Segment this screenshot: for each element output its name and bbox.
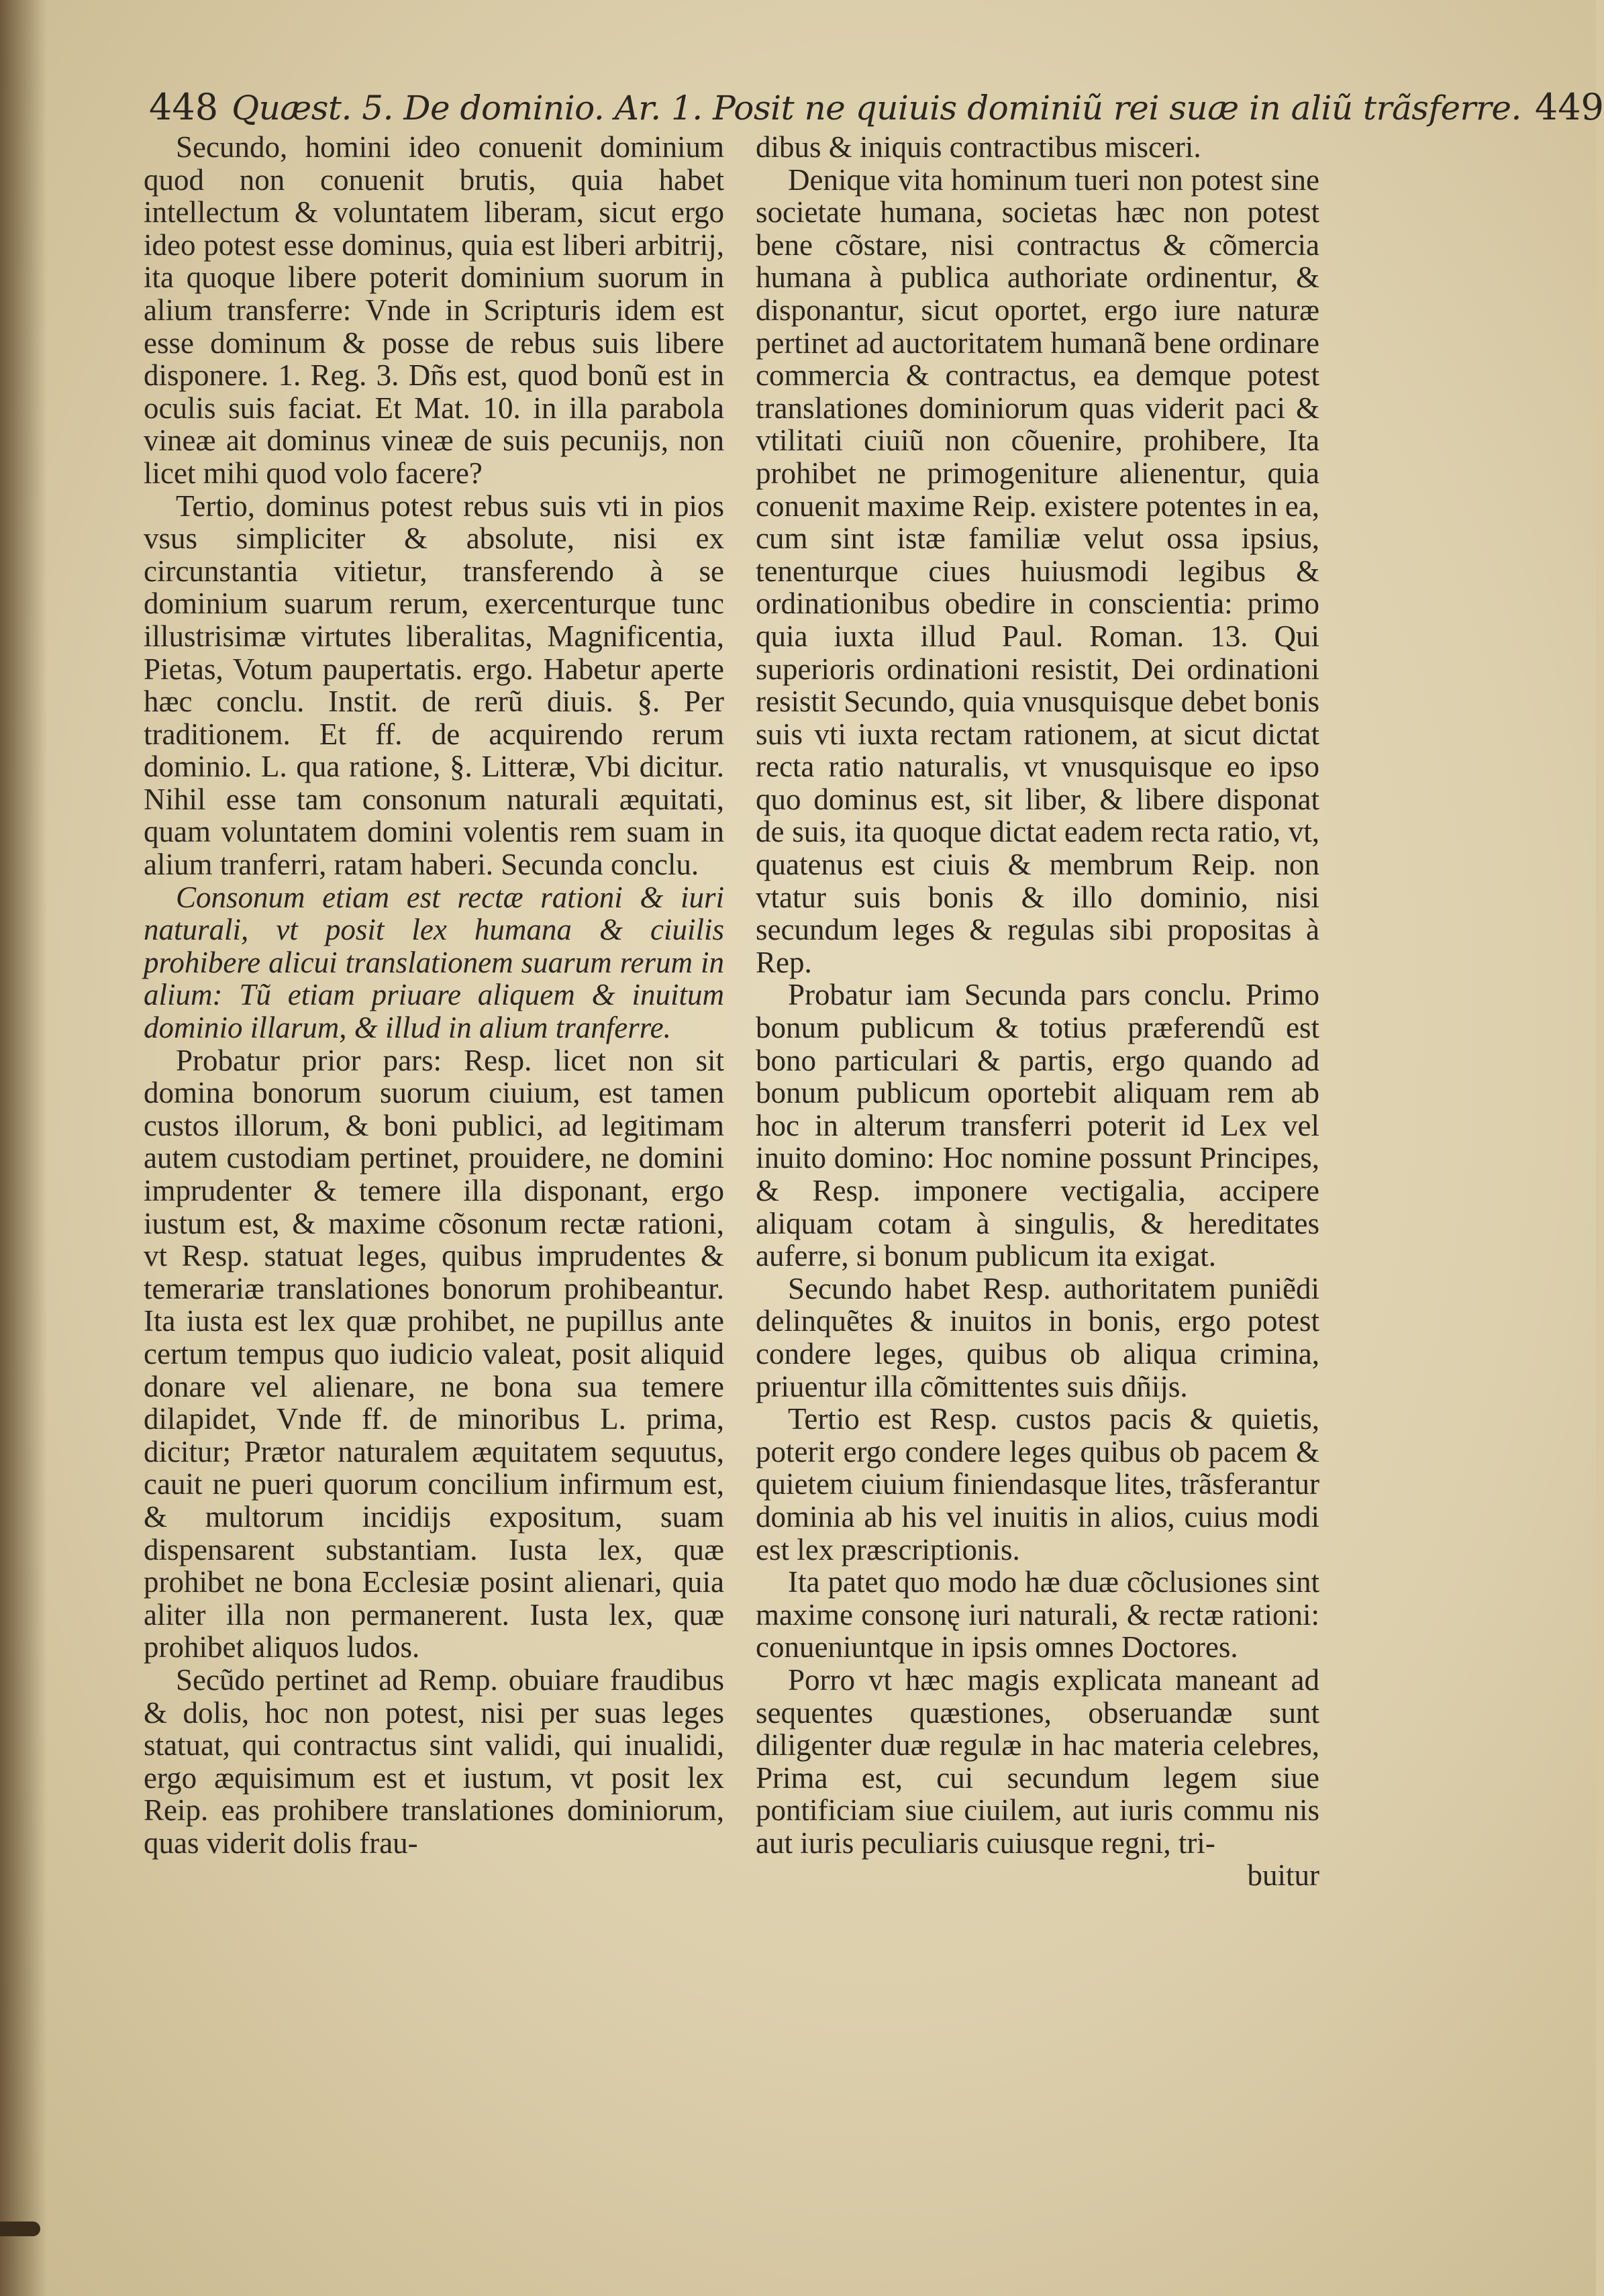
paragraph: Secundo habet Resp. authoritatem puniẽdi delinquẽtes & inuitos in bonis, ergo potest condere leges, quibus ob aliqua crimina, priuentur illa cõmittentes suis dñijs.: [756, 1271, 1319, 1403]
conclusion-italic: Consonum etiam est rectæ rationi & iuri naturali, vt posit lex humana & ciuilis prohibere alicui translationem suarum rerum in alium: Tũ etiam priuare aliquem & inuitum dominio illarum, & illud in alium tranferre.: [144, 880, 724, 1045]
paragraph: Secundo, homini ideo conuenit dominium quod non conuenit brutis, quia habet intellectum & voluntatem liberam, sicut ergo ideo potest esse dominus, quia est liberi arbitrij, ita quoque libere poterit dominium suorum in alium transferre: Vnde in Scripturis idem est esse dominum & posse de rebus suis libere disponere. 1. Reg. 3. Dñs est, quod bonũ est in oculis suis faciat. Et Mat. 10. in illa parabola vineæ ait dominus vineæ de suis pecunijs, non licet mihi quod volo facere?: [144, 130, 724, 490]
binding-shadow: [0, 0, 47, 2296]
paragraph: Porro vt hæc magis explicata maneant ad sequentes quæstiones, obseruandæ sunt diligenter duæ regulæ in hac materia celebres, Prima est, cui secundum legem siue pontificiam siue ciuilem, aut iuris commu nis aut iuris peculiaris cuiusque regni, tri-: [756, 1662, 1319, 1860]
paragraph: Secũdo pertinet ad Remp. obuiare fraudibus & dolis, hoc non potest, nisi per suas leges statuat, qui contractus sint validi, qui inualidi, ergo æquisimum est et iustum, vt posit lex Reip. eas prohibere translationes dominiorum, quas viderit dolis frau-: [144, 1662, 724, 1860]
paragraph: Ita patet quo modo hæ duæ cõclusiones sint maxime consonę iuri naturali, & rectæ rationi: conueniuntque in ipsis omnes Doctores.: [756, 1565, 1319, 1664]
ink-stain: [0, 2222, 40, 2236]
paragraph: Probatur iam Secunda pars conclu. Primo bonum publicum & totius præferendũ est bono particulari & partis, ergo quando ad bonum publicum oportebit aliquam rem ab hoc in alterum transferri poterit id Lex vel inuito domino: Hoc nomine possunt Principes, & Resp. imponere vectigalia, accipere aliquam cotam à singulis, & hereditates auferre, si bonum publicum ita exigat.: [756, 978, 1319, 1273]
left-text-column: [144, 131, 724, 1859]
paragraph-continuation: dibus & iniquis contractibus misceri.: [756, 130, 1201, 164]
paragraph: Tertio est Resp. custos pacis & quietis, poterit ergo condere leges quibus ob pacem & quietem ciuium finiendasque lites, trãsferantur dominia ab his vel inuitis in alios, cuius modi est lex præscriptionis.: [756, 1402, 1319, 1566]
paragraph: Denique vita hominum tueri non potest sine societate humana, societas hæc non potest bene cõstare, nisi contractus & cõmercia humana à publica authoriate ordinentur, & disponantur, sicut oportet, ergo iure naturæ pertinet ad auctoritatem humanã bene ordinare commercia & contractus, ea demque potest translationes dominiorum quas viderit paci & vtilitati ciuiũ non cõuenire, prohibere, Ita prohibet ne primogeniture alienentur, quia conuenit maxime Reip. existere potentes in ea, cum sint istæ familiæ velut ossa ipsius, tenenturque ciues huiusmodi legibus & ordinationibus obedire in conscientia: primo quia iuxta illud Paul. Roman. 13. Qui superioris ordinationi resistit, Dei ordinationi resistit Secundo, quia vnusquisque debet bonis suis vti iuxta rectam rationem, at sicut dictat recta ratio naturalis, vt vnusquisque eo ipso quo dominus est, sit liber, & libere disponat de suis, ita quoque dictat eadem recta ratio, vt, quatenus est ciuis & membrum Reip. non vtatur suis bonis & illo dominio, nisi secundum leges & regulas sibi propositas à Rep.: [756, 162, 1319, 979]
left-page-number: 448: [149, 86, 219, 128]
right-text-column: [756, 131, 1319, 1892]
running-title: Quæst. 5. De dominio. Ar. 1. Posit ne quiuis dominiũ rei suæ in aliũ trãsferre.: [232, 89, 1521, 128]
paragraph: Tertio, dominus potest rebus suis vti in pios vsus simpliciter & absolute, nisi ex circunstantia vitietur, transferendo à se dominium suarum rerum, exercenturque tunc illustrisimæ virtutes liberalitas, Magnificentia, Pietas, Votum paupertatis. ergo. Habetur aperte hæc conclu. Instit. de rerũ diuis. §. Per traditionem. Et ff. de acquirendo rerum dominio. L. qua ratione, §. Litteræ, Vbi dicitur. Nihil esse tam consonum naturali æquitati, quam voluntatem domini volentis rem suam in alium tranferri, ratam haberi. Secunda conclu.: [144, 489, 724, 882]
catchword: buitur: [1247, 1858, 1319, 1893]
paragraph: Probatur prior pars: Resp. licet non sit domina bonorum suorum ciuium, est tamen custos illorum, & boni publici, ad legitimam autem custodiam pertinet, prouidere, ne domini imprudenter & temere illa disponant, ergo iustum est, & maxime cõsonum rectæ rationi, vt Resp. statuat leges, quibus imprudentes & temerariæ translationes bonorum prohibeantur. Ita iusta est lex quæ prohibet, ne pupillus ante certum tempus quo iudicio valeat, posit aliquid donare vel alienare, ne bona sua temere dilapidet, Vnde ff. de minoribus L. prima, dicitur; Prætor naturalem æquitatem sequutus, cauit ne pueri quorum concilium infirmum est, & multorum incidijs expositum, suam dispensarent substantiam. Iusta lex, quæ prohibet ne bona Ecclesiæ posint alienari, quia aliter illa non permanerent. Iusta lex, quæ prohibet aliquos ludos.: [144, 1043, 724, 1664]
right-page-number: 449: [1534, 86, 1604, 128]
